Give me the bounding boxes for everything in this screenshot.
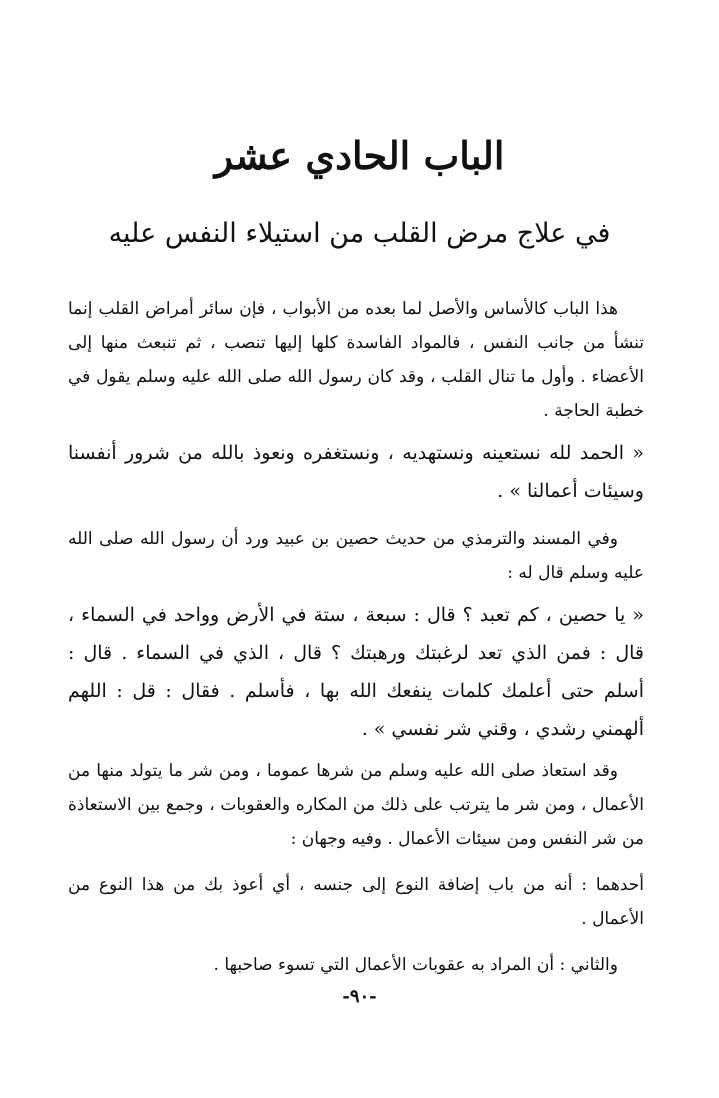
quote-hadith-husain: « يا حصين ، كم تعبد ؟ قال : سبعة ، ستة في الأرض وواحد في السماء ، قال : فمن الذي تعد لرغبتك ورهبتك ؟ قال ، الذي في السماء . قال : أسلم حتى أعلمك كلمات ينفعك الله بها ، فأسلم . فقال : قل : اللهم ألهمني رشدي ، وقني شر نفسي » . bbox=[68, 604, 644, 740]
chapter-title: الباب الحادي عشر bbox=[214, 133, 505, 178]
body-text bbox=[68, 292, 644, 982]
page-number: -٩٠- bbox=[342, 986, 377, 1007]
chapter-subtitle: في علاج مرض القلب من استيلاء النفس عليه bbox=[108, 218, 611, 249]
paragraph-intro: هذا الباب كالأساس والأصل لما بعده من الأبواب ، فإن سائر أمراض القلب إنما تنشأ من جانب النفس ، فالمواد الفاسدة كلها إليها تنصب ، ثم تنبعث منها إلى الأعضاء . وأول ما تنال القلب ، وقد كان رسول الله صلى الله عليه وسلم يقول في خطبة الحاجة . bbox=[68, 299, 644, 421]
paragraph-second-aspect: والثاني : أن المراد به عقوبات الأعمال التي تسوء صاحبها . bbox=[213, 955, 618, 975]
quote-khutbat-al-haja: « الحمد لله نستعينه ونستهديه ، ونستغفره ونعوذ بالله من شرور أنفسنا وسيئات أعمالنا » . bbox=[68, 442, 644, 502]
paragraph-istiadha: وقد استعاذ صلى الله عليه وسلم من شرها عموما ، ومن شر ما يتولد منها من الأعمال ، ومن شر ما يترتب على ذلك من المكاره والعقوبات ، وجمع بين الاستعاذة من شر النفس ومن سيئات الأعمال . وفيه وجهان : bbox=[68, 761, 644, 849]
paragraph-first-aspect: أحدهما : أنه من باب إضافة النوع إلى جنسه ، أي أعوذ بك من هذا النوع من الأعمال . bbox=[68, 875, 644, 929]
paragraph-hadith-source: وفي المسند والترمذي من حديث حصين بن عبيد ورد أن رسول الله صلى الله عليه وسلم قال له : bbox=[68, 529, 644, 583]
